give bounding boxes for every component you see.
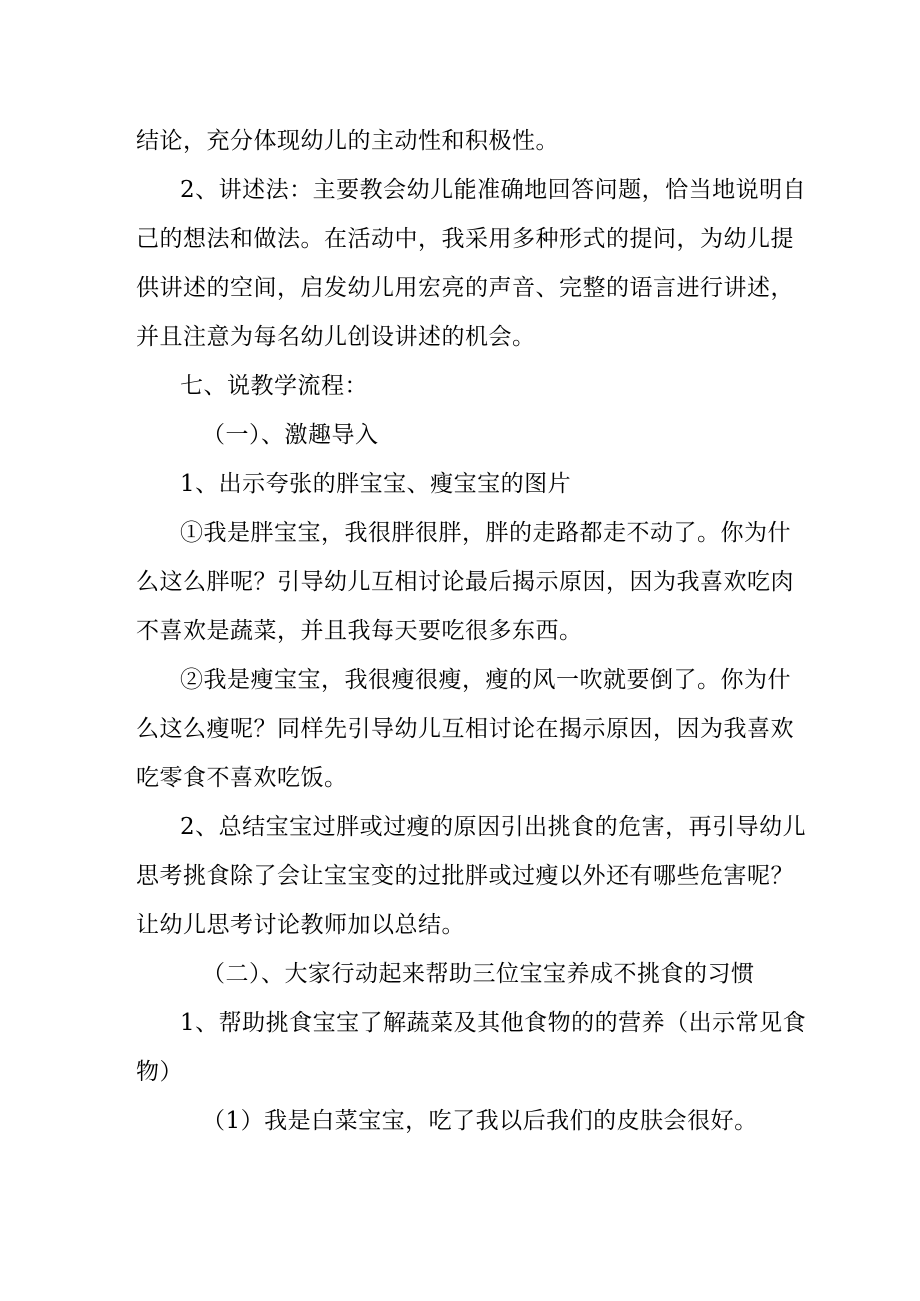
text-line <box>0 665 920 695</box>
line-text: （二）、大家行动起来帮助三位宝宝养成不挑食的习惯 <box>202 961 755 987</box>
line-text: 并且注意为每名幼儿创设讲述的机会。 <box>136 324 536 350</box>
line-text: 结论，充分体现幼儿的主动性和积极性。 <box>136 128 559 154</box>
line-text: ①我是胖宝宝，我很胖很胖，胖的走路都走不动了。你为什 <box>180 520 791 546</box>
text-line <box>0 714 920 744</box>
text-line <box>0 518 920 548</box>
line-text: ②我是瘦宝宝，我很瘦很瘦，瘦的风一吹就要倒了。你为什 <box>180 667 791 693</box>
line-text: 1、帮助挑食宝宝了解蔬菜及其他食物的的营养（出示常见食 <box>180 1010 807 1036</box>
line-text: （一）、激趣导入 <box>202 422 379 448</box>
line-text: 1、出示夸张的胖宝宝、瘦宝宝的图片 <box>180 471 572 497</box>
text-line <box>0 224 920 254</box>
subsection-heading <box>0 420 920 450</box>
text-line <box>0 1106 920 1136</box>
text-line <box>0 1057 920 1087</box>
line-text: 2、总结宝宝过胖或过瘦的原因引出挑食的危害，再引导幼儿 <box>180 814 807 840</box>
subsection-heading <box>0 959 920 989</box>
text-line <box>0 763 920 793</box>
line-text: 吃零食不喜欢吃饭。 <box>136 765 348 791</box>
section-heading <box>0 371 920 401</box>
line-text: 2、讲述法：主要教会幼儿能准确地回答问题，恰当地说明自 <box>180 177 807 203</box>
line-text: 思考挑食除了会让宝宝变的过批胖或过瘦以外还有哪些危害呢？ <box>136 863 794 889</box>
text-line <box>0 1008 920 1038</box>
text-line <box>0 812 920 842</box>
line-text: 让幼儿思考讨论教师加以总结。 <box>136 912 465 938</box>
text-line <box>0 861 920 891</box>
line-text: 么这么瘦呢？同样先引导幼儿互相讨论在揭示原因，因为我喜欢 <box>136 716 794 742</box>
line-text: 供讲述的空间，启发幼儿用宏亮的声音、完整的语言进行讲述， <box>136 275 794 301</box>
line-text: 物） <box>136 1059 183 1085</box>
text-line <box>0 273 920 303</box>
text-line <box>0 175 920 205</box>
line-text: 七、说教学流程： <box>180 373 368 399</box>
text-line <box>0 126 920 156</box>
text-line <box>0 322 920 352</box>
line-text: 不喜欢是蔬菜，并且我每天要吃很多东西。 <box>136 618 583 644</box>
text-line <box>0 910 920 940</box>
text-line <box>0 616 920 646</box>
text-line <box>0 567 920 597</box>
text-line <box>0 469 920 499</box>
line-text: （1）我是白菜宝宝，吃了我以后我们的皮肤会很好。 <box>202 1108 758 1134</box>
line-text: 么这么胖呢？引导幼儿互相讨论最后揭示原因，因为我喜欢吃肉 <box>136 569 794 595</box>
line-text: 己的想法和做法。在活动中，我采用多种形式的提问，为幼儿提 <box>136 226 794 252</box>
